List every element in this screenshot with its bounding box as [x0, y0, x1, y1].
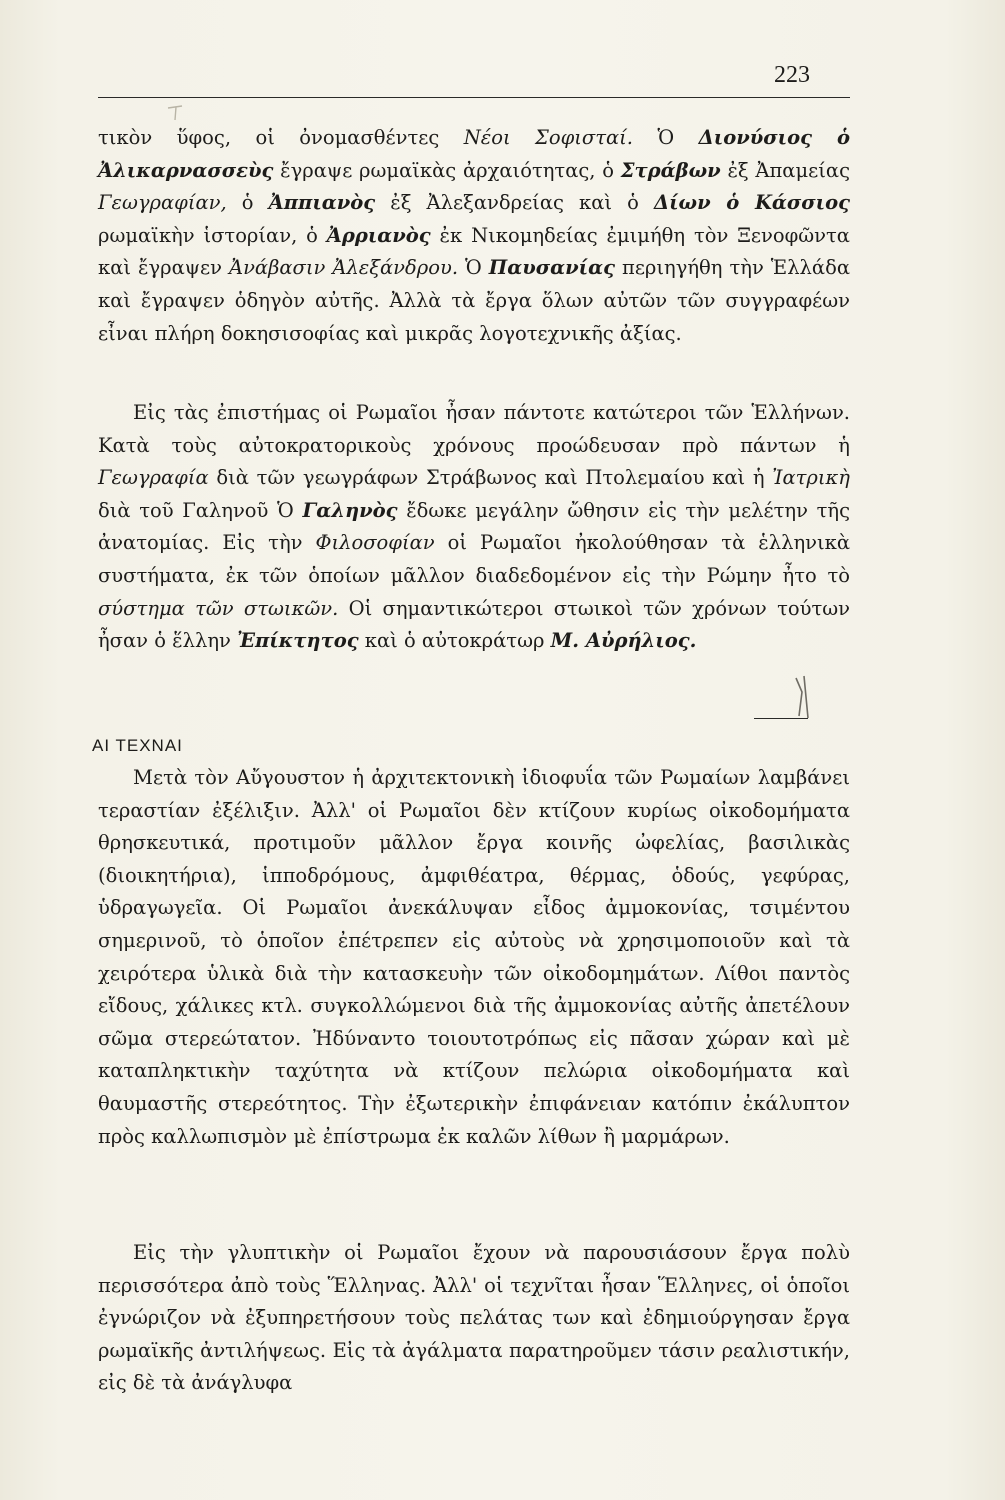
- pencil-mark-icon: [166, 104, 186, 122]
- italic-term: Νέοι Σοφισταί.: [463, 126, 633, 149]
- text-run: ἐξ Ἀλεξανδρείας καὶ ὁ: [375, 191, 654, 215]
- italic-term: σύστημα τῶν στωικῶν.: [98, 596, 339, 620]
- paragraph-sculpture: [98, 1237, 850, 1400]
- paragraph-text: Μετὰ τὸν Αὔγουστον ἡ ἀρχιτεκτονικὴ ἰδιοφυΐα τῶν Ρωμαίων λαμβάνει τεραστίαν ἐξέλιξιν. Ἀλλ' οἱ Ρωμαῖοι δὲν κτίζουν κυρίως οἰκοδομήματα θρησκευτικά, προτιμοῦν μᾶλλον ἔργα κοινῆς ὠφελίας, βασιλικὰς (διοικητήρια), ἱπποδρόμους, ἀμφιθέατρα, θέρμας, ὁδούς, γεφύρας, ὑδραγωγεῖα. Οἱ Ρωμαῖοι ἀνεκάλυψαν εἶδος ἀμμοκονίας, τσιμέντου σημερινοῦ, τὸ ὁποῖον ἐπέτρεπεν εἰς αὐτοὺς νὰ χρησιμοποιοῦν καὶ τὰ χειρότερα ὑλικὰ διὰ τὴν κατασκευὴν τῶν οἰκοδομημάτων. Λίθοι παντὸς εἴδους, χάλικες κτλ. συγκολλώμενοι διὰ τῆς ἀμμοκονίας αὐτῆς ἀπετέλουν σῶμα στερεώτατον. Ἠδύναντο τοιουτοτρόπως εἰς πᾶσαν χώραν καὶ μὲ καταπληκτικὴν ταχύτητα νὰ κτίζουν πελώρια οἰκοδομήματα καὶ θαυμαστῆς στερεότητος. Τὴν ἐξωτερικὴν ἐπιφάνειαν κατόπιν ἐκάλυπτον πρὸς καλλωπισμὸν μὲ ἐπίστρωμα ἐκ καλῶν λίθων ἢ μαρμάρων.: [98, 766, 850, 1148]
- bold-name: Μ. Αὐρήλιος.: [550, 629, 697, 653]
- text-run: καὶ ὁ αὐτοκράτωρ: [358, 629, 551, 653]
- bold-name: Διονύσιος ὁ Ἀλικαρνασσεὺς: [98, 126, 850, 182]
- paragraph-text: [98, 122, 850, 350]
- section-heading: ΑΙ ΤΕΧΝΑΙ: [92, 736, 183, 755]
- paragraph-sciences: [98, 397, 850, 658]
- pencil-mark-icon: [788, 672, 818, 722]
- text-run: ἔγραψε ρωμαϊκὰς ἀρχαιότητας, ὁ: [273, 158, 621, 182]
- header-rule: [98, 97, 850, 98]
- text-run: Οἱ σημαντικώτεροι στωικοὶ τῶν χρόνων τούτων ἦσαν ὁ ἕλλην: [98, 596, 850, 653]
- text-run: ἔδωκε μεγάλην ὤθησιν εἰς τὴν μελέτην τῆς ἀνατομίας. Εἰς τὴν: [98, 498, 850, 555]
- italic-term: Ἰατρικὴ: [772, 466, 850, 490]
- italic-term: Γεωγραφία: [98, 466, 209, 490]
- bold-name: Ἀππιανὸς: [268, 191, 376, 215]
- text-run: οἱ Ρωμαῖοι ἠκολούθησαν τὰ ἑλληνικὰ συστήματα, ἐκ τῶν ὁποίων μᾶλλον διαδεδομένον εἰς τὴν Ρώμην ἦτο τὸ: [98, 531, 850, 587]
- text-run: ὁ: [226, 191, 269, 215]
- paragraph-text: Εἰς τὴν γλυπτικὴν οἱ Ρωμαῖοι ἔχουν νὰ παρουσιάσουν ἔργα πολὺ περισσότερα ἀπὸ τοὺς Ἕλληνας. Ἀλλ' οἱ τεχνῖται ἦσαν Ἕλληνες, οἱ ὁποῖοι ἐγνώριζον νὰ ἐξυπηρετήσουν τοὺς πελάτας των καὶ ἐδημιούργησαν ἔργα ρωμαϊκῆς ἀντιλήψεως. Εἰς τὰ ἀγάλματα παρατηροῦμεν τάσιν ρεαλιστικήν, εἰς δὲ τὰ ἀνάγλυφα: [98, 1241, 850, 1395]
- text-run: περιηγήθη τὴν Ἑλλάδα καὶ ἔγραψεν ὁδηγὸν αὐτῆς. Ἀλλὰ τὰ ἔργα ὅλων αὐτῶν τῶν συγγραφέων εἶναι πλήρη δοκησισοφίας καὶ μικρᾶς λογοτεχνικῆς ἀξίας.: [98, 256, 850, 345]
- italic-term: Γεωγραφίαν,: [98, 191, 227, 215]
- bold-name: Στράβων: [620, 158, 721, 182]
- bold-name: Ἐπίκτητος: [237, 629, 359, 653]
- bold-name: Ἀρριανὸς: [326, 223, 431, 247]
- text-run: ἐκ Νικομηδείας ἐμιμήθη τὸν Ξενοφῶντα καὶ ἔγραψεν: [98, 223, 850, 280]
- text-run: ἐξ Ἀπαμείας: [720, 158, 850, 182]
- text-run: τικὸν ὕφος, οἱ ὀνομασθέντες: [98, 126, 464, 149]
- bold-name: Παυσανίας: [488, 256, 615, 280]
- text-run: διὰ τοῦ Γαληνοῦ Ὁ: [98, 498, 303, 522]
- bold-name: Δίων ὁ Κάσσιος: [653, 191, 850, 215]
- page-number: 223: [774, 62, 810, 88]
- bold-name: Γαληνὸς: [302, 498, 398, 522]
- paragraph-text: [98, 397, 850, 658]
- italic-term: Ἀνάβασιν Ἀλεξάνδρου.: [229, 256, 459, 280]
- text-run: διὰ τῶν γεωγράφων Στράβωνος καὶ Πτολεμαίου καὶ ἡ: [208, 466, 773, 490]
- paragraph-architecture: [98, 762, 850, 1153]
- text-run: Εἰς τὰς ἐπιστήμας οἱ Ρωμαῖοι ἦσαν πάντοτε κατώτεροι τῶν Ἑλλήνων. Κατὰ τοὺς αὐτοκρατορικοὺς χρόνους προώδευσαν πρὸ πάντων ἡ: [98, 401, 850, 457]
- text-run: Ὁ: [633, 126, 699, 149]
- paragraph-continuation: [98, 122, 850, 350]
- text-run: Ὁ: [458, 256, 489, 280]
- italic-term: Φιλοσοφίαν: [315, 531, 435, 555]
- text-run: ρωμαϊκὴν ἱστορίαν, ὁ: [98, 223, 327, 247]
